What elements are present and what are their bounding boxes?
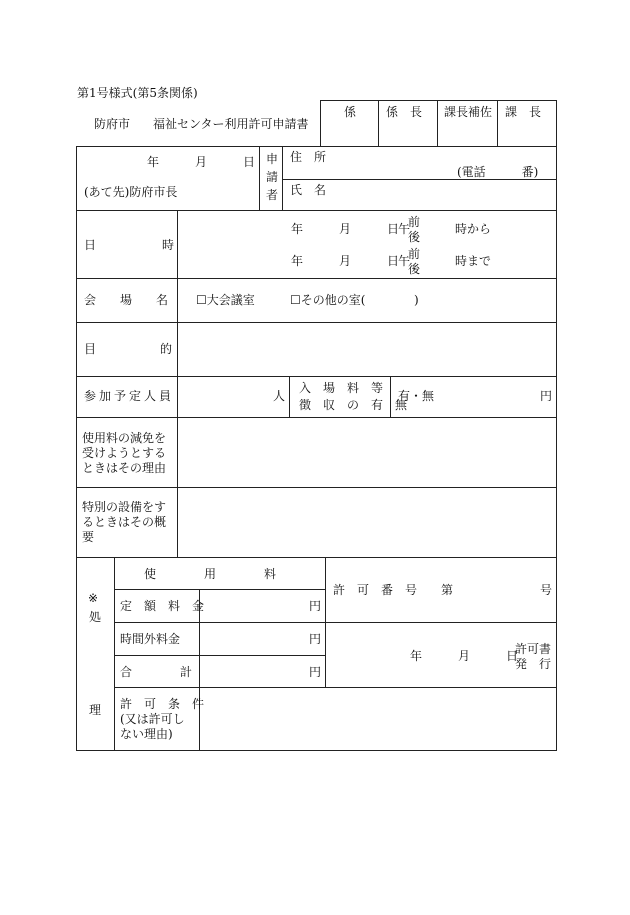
permit-issue-date: 年 月 日	[410, 649, 519, 663]
approval-cell-chief: 係 長	[386, 105, 423, 119]
form-city: 防府市	[94, 117, 131, 131]
permit-issue-label-2: 発 行	[515, 657, 552, 671]
permit-conditions-label-1: 許 可 条 件	[120, 697, 205, 711]
purpose-label-a: 目	[84, 342, 97, 356]
attendance-unit: 人	[273, 389, 286, 403]
end-date: 年 月 日	[291, 254, 400, 268]
datetime-label-time: 時	[162, 238, 175, 252]
permit-number-label: 許 可 番 号 第	[333, 583, 454, 597]
approval-cell-staff: 係	[344, 105, 357, 119]
phone-label: (電話 番)	[457, 165, 539, 179]
form-style-number: 第1号様式(第5条関係)	[77, 86, 198, 100]
permit-issue-label-1: 許可書	[515, 642, 552, 656]
address-label: 住 所	[290, 150, 327, 164]
usage-fee-header: 使 用 料	[144, 567, 277, 581]
start-time-suffix: 時から	[455, 222, 492, 236]
total-fee-unit: 円	[309, 665, 322, 679]
applicant-label-char-2: 請	[266, 170, 279, 184]
attendance-label: 参加予定人員	[84, 389, 175, 403]
approval-cell-deputy-manager: 課長補佐	[444, 105, 493, 119]
processing-side-label-bottom: 理	[89, 703, 102, 717]
venue-option-main-hall[interactable]: ☐大会議室	[196, 293, 255, 307]
permit-number-suffix: 号	[540, 583, 553, 597]
venue-option-other-room[interactable]: ☐その他の室(	[290, 293, 366, 307]
total-fee-label: 合 計	[120, 665, 193, 679]
venue-option-other-close: )	[414, 293, 419, 307]
applicant-label-char-1: 申	[266, 152, 279, 166]
datetime-label-day: 日	[84, 238, 97, 252]
end-am: 前	[408, 247, 421, 261]
permit-conditions-label-2: (又は許可し	[120, 712, 185, 726]
entry-fee-unit: 円	[540, 389, 553, 403]
reduction-label-line-1: 使用料の減免を	[82, 431, 167, 445]
end-pm: 後	[408, 262, 421, 276]
entry-fee-label-2: 徴 収 の 有 無	[299, 398, 408, 412]
venue-label: 会 場 名	[84, 293, 169, 307]
start-date: 年 月 日	[291, 222, 400, 236]
reduction-label-line-2: 受けようとする	[82, 446, 167, 460]
approval-cell-manager: 課 長	[505, 105, 542, 119]
end-time-suffix: 時まで	[455, 254, 492, 268]
equipment-label-line-3: 要	[82, 530, 95, 544]
form-title: 福祉センター利用許可申請書	[153, 117, 309, 131]
addressee: (あて先)防府市長	[84, 185, 178, 199]
processing-side-label-top: 処	[89, 610, 102, 624]
equipment-label-line-2: るときはその概	[82, 515, 167, 529]
start-pm: 後	[408, 230, 421, 244]
overtime-fee-unit: 円	[309, 632, 322, 646]
fixed-fee-unit: 円	[309, 599, 322, 613]
reduction-label-line-3: ときはその理由	[82, 461, 167, 475]
permit-conditions-label-3: ない理由)	[120, 727, 173, 741]
entry-fee-label-1: 入 場 料 等	[299, 381, 384, 395]
purpose-label-b: 的	[160, 342, 173, 356]
applicant-label-char-3: 者	[266, 188, 279, 202]
equipment-label-line-1: 特別の設備をす	[82, 500, 167, 514]
application-date: 年 月 日	[147, 155, 256, 169]
overtime-fee-label: 時間外料金	[120, 632, 181, 646]
office-use-mark: ※	[88, 591, 99, 605]
entry-fee-value[interactable]: 有・無	[398, 389, 435, 403]
end-ampm-prefix: 午	[398, 254, 411, 268]
start-am: 前	[408, 215, 421, 229]
start-ampm-prefix: 午	[398, 222, 411, 236]
fixed-fee-label: 定 額 料 金	[120, 599, 205, 613]
name-label: 氏 名	[290, 183, 327, 197]
